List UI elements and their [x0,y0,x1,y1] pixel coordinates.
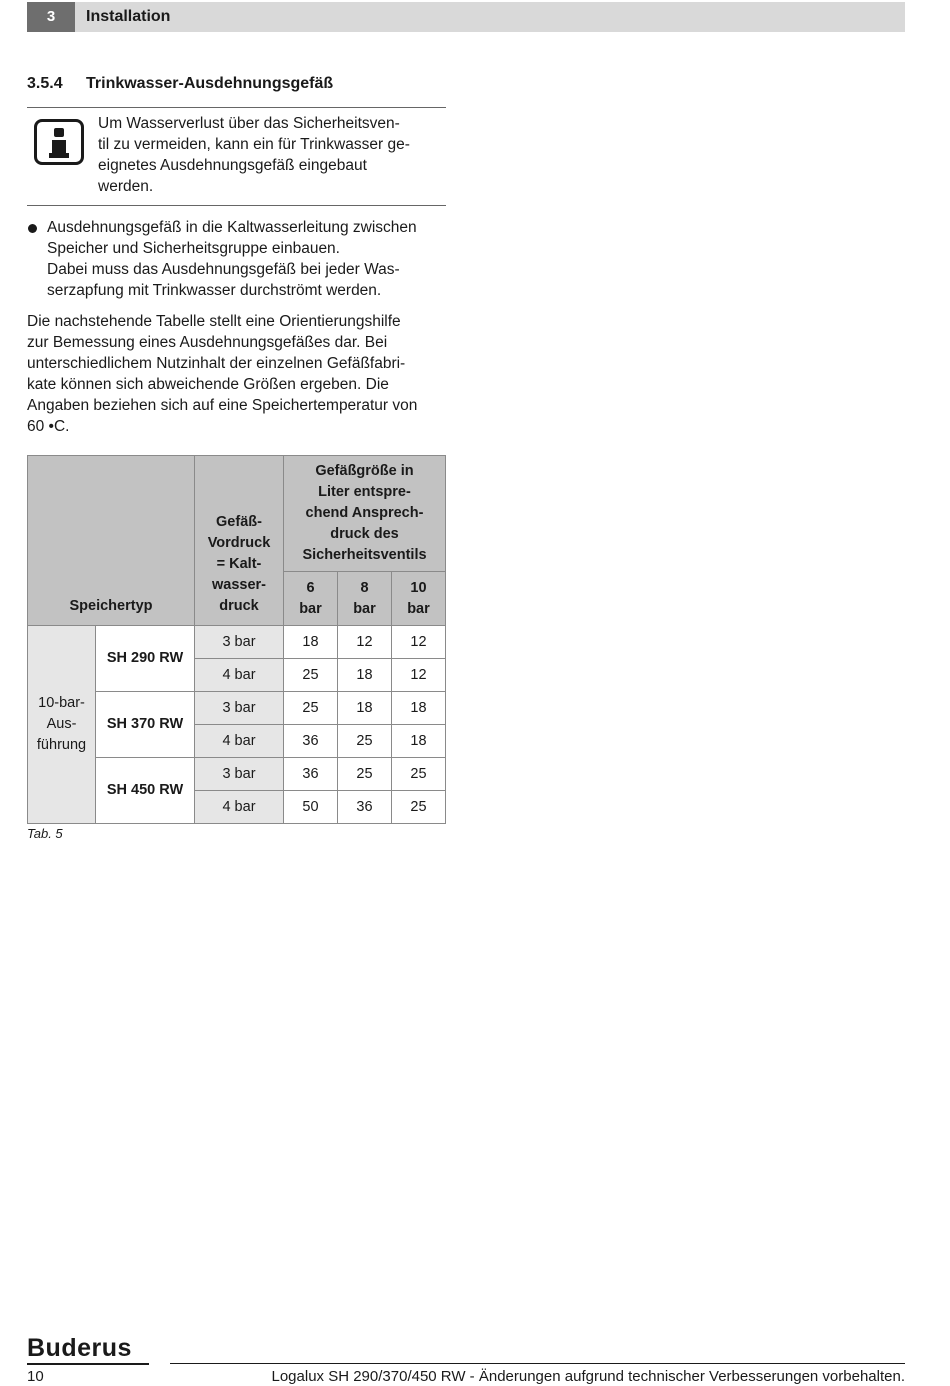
value-cell: 12 [391,625,446,659]
header-8-bar [337,571,392,626]
page-number: 10 [27,1368,44,1385]
value-cell: 36 [337,790,392,824]
header-vordruck [194,455,284,626]
value-cell: 18 [337,691,392,725]
variant-line: Aus- [46,716,77,732]
info-icon [34,119,84,165]
value-cell: 25 [391,790,446,824]
paragraph-line: Angaben beziehen sich auf eine Speichertemperatur von [27,397,418,414]
value-cell: 25 [283,658,338,692]
model-label: SH 370 RW [106,716,184,732]
header-line: bar [299,600,322,617]
section-number: 3.5.4 [27,75,63,92]
header-line: Liter entspre- [318,484,411,500]
vordruck-cell: 4 bar [194,658,284,692]
value-cell: 12 [391,658,446,692]
paragraph-line: kate können sich abweichende Größen ergeben. Die [27,376,389,393]
bullet-line: Speicher und Sicherheitsgruppe einbauen. [47,240,340,257]
expansion-vessel-table [27,455,446,824]
value-cell: 25 [283,691,338,725]
table-caption: Tab. 5 [27,826,63,841]
value-cell: 36 [283,757,338,791]
value-cell: 18 [283,625,338,659]
header-line: 8 [360,579,369,596]
header-line: chend Ansprech- [305,505,424,521]
info-line: Um Wasserverlust über das Sicherheitsven- [98,115,400,132]
paragraph-line: zur Bemessung eines Ausdehnungsgefäßes dar. Bei [27,334,388,351]
variant-line: 10-bar- [38,695,85,711]
section-heading [27,75,333,93]
header-label: Speichertyp [69,598,153,614]
header-line: Vordruck [207,535,271,551]
model-label: SH 290 RW [106,650,184,666]
chapter-title: Installation [86,8,171,25]
chapter-header [27,2,905,32]
header-10-bar [391,571,446,626]
header-line: wasser- [211,577,266,593]
vordruck-cell: 3 bar [194,625,284,659]
value-cell: 25 [391,757,446,791]
divider [27,1363,149,1365]
header-line: 10 [410,579,427,596]
body-paragraph [27,311,447,437]
header-line: bar [407,600,430,617]
header-line: bar [353,600,376,617]
chapter-number: 3 [27,2,75,32]
divider [27,205,446,206]
value-cell: 12 [337,625,392,659]
model-label: SH 450 RW [106,782,184,798]
model-cell [95,625,195,692]
footer-text: Logalux SH 290/370/450 RW - Änderungen aufgrund technischer Verbesserungen vorbehalten. [271,1368,905,1385]
info-line: werden. [98,178,154,195]
bullet-text [47,217,447,301]
header-line: 6 [306,579,315,596]
divider [27,107,446,108]
header-line: Sicherheitsventils [302,547,427,563]
model-cell [95,757,195,824]
vordruck-cell: 4 bar [194,790,284,824]
vordruck-cell: 3 bar [194,757,284,791]
bullet-line: serzapfung mit Trinkwasser durchströmt werden. [47,282,382,299]
model-cell [95,691,195,758]
value-cell: 18 [391,724,446,758]
header-line: druck des [330,526,399,542]
header-line: Gefäß- [216,514,262,530]
info-line: eignetes Ausdehnungsgefäß eingebaut [98,157,367,174]
value-cell: 25 [337,757,392,791]
header-line: druck [219,598,259,614]
value-cell: 18 [391,691,446,725]
info-line: til zu vermeiden, kann ein für Trinkwasser ge- [98,136,410,153]
paragraph-line: Die nachstehende Tabelle stellt eine Orientierungshilfe [27,313,401,330]
header-speichertyp [27,455,195,626]
paragraph-line: 60 •C. [27,418,70,435]
header-line: = Kalt- [216,556,262,572]
buderus-logo: Buderus [27,1334,132,1362]
header-line: Gefäßgröße in [315,463,414,479]
variant-cell [27,625,96,824]
variant-line: führung [36,737,87,753]
bullet-line: Ausdehnungsgefäß in die Kaltwasserleitung zwischen [47,219,417,236]
header-vessel-size-group [283,455,446,572]
paragraph-line: unterschiedlichem Nutzinhalt der einzelnen Gefäßfabri- [27,355,406,372]
divider [170,1363,905,1364]
bullet-icon [28,224,37,233]
value-cell: 36 [283,724,338,758]
vordruck-cell: 4 bar [194,724,284,758]
value-cell: 25 [337,724,392,758]
bullet-line: Dabei muss das Ausdehnungsgefäß bei jeder Was- [47,261,400,278]
value-cell: 50 [283,790,338,824]
header-6-bar [283,571,338,626]
vordruck-cell: 3 bar [194,691,284,725]
info-note-text [98,113,438,197]
section-title: Trinkwasser-Ausdehnungsgefäß [86,75,334,92]
value-cell: 18 [337,658,392,692]
